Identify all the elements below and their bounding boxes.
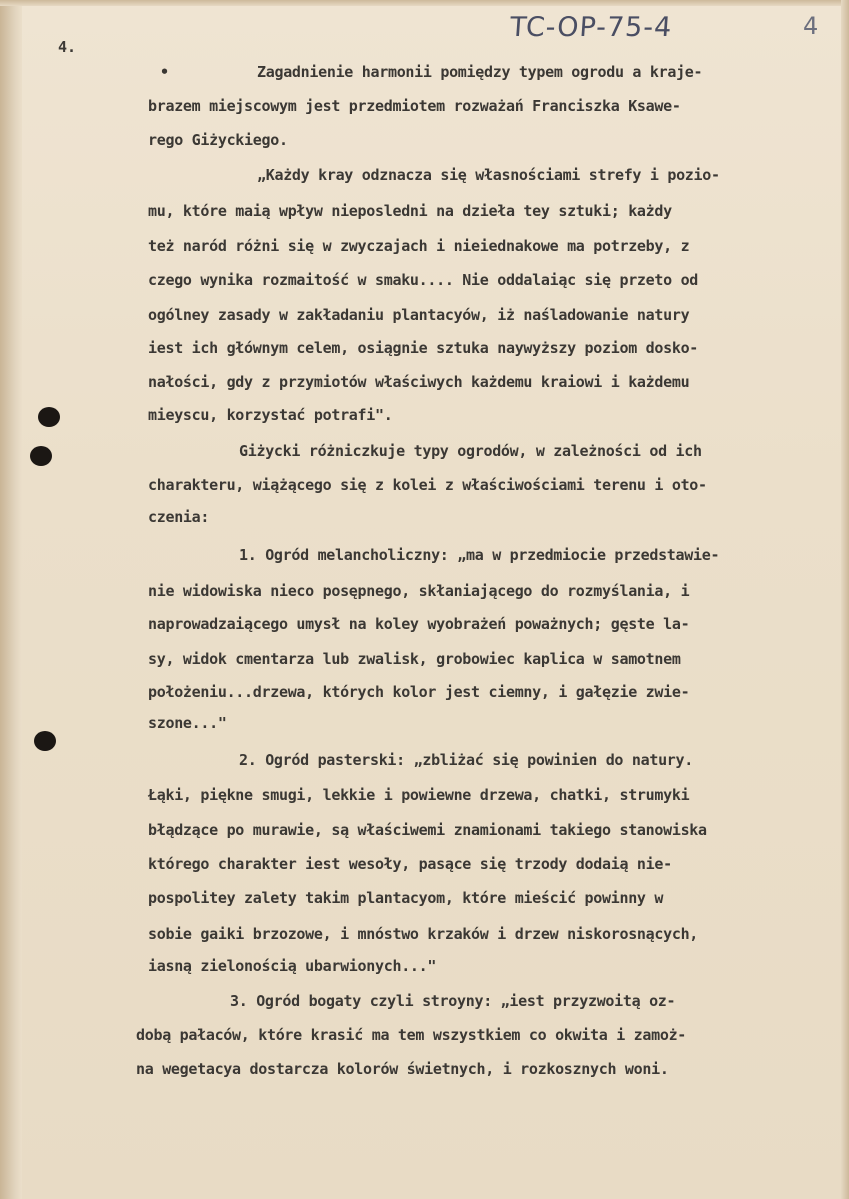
text-line: nałości, gdy z przymiotów właściwych każdemu kraiowi i każdemu	[148, 373, 690, 391]
text-line: ogólney zasady w zakładaniu plantacyów, iż naśladowanie natury	[148, 306, 690, 324]
text-line: brazem miejscowym jest przedmiotem rozważań Franciszka Ksawe-	[148, 97, 681, 115]
page-top-edge	[0, 0, 849, 6]
list-item-melancholic: 1. Ogród melancholiczny: „ma w przedmiocie przedstawie-	[239, 546, 720, 564]
text-line: naprowadzaiącego umysł na koley wyobrażeń poważnych; gęste la-	[148, 615, 690, 633]
text-line: szone..."	[148, 714, 227, 732]
punch-hole	[30, 446, 52, 466]
text-line: błądzące po murawie, są właściwemi znamionami takiego stanowiska	[148, 821, 707, 839]
text-line: na wegetacya dostarcza kolorów świetnych, i rozkosznych woni.	[136, 1060, 669, 1078]
text-line: „Każdy kray odznacza się własnościami strefy i pozio-	[257, 166, 720, 184]
text-line: iest ich głównym celem, osiągnie sztuka naywyższy poziom dosko-	[148, 339, 699, 357]
text-line: którego charakter iest wesoły, pasące się trzody dodaią nie-	[148, 855, 672, 873]
text-line: też naród różni się w zwyczajach i nieiednakowe ma potrzeby, z	[148, 237, 690, 255]
list-item-pastoral: 2. Ogród pasterski: „zbliżać się powinien do natury.	[239, 751, 694, 769]
list-item-rich: 3. Ogród bogaty czyli stroyny: „iest przyzwoitą oz-	[230, 992, 676, 1010]
text-line: pospolitey zalety takim plantacyom, które mieścić powinny w	[148, 889, 664, 907]
punch-hole	[38, 407, 60, 427]
text-line: Giżycki różniczkuje typy ogrodów, w zależności od ich	[239, 442, 702, 460]
text-line: mu, które maią wpływ nieposledni na dzieła tey sztuki; każdy	[148, 202, 672, 220]
text-line: czenia:	[148, 508, 210, 526]
sheet-number: 4.	[58, 38, 77, 56]
handwritten-page-number: 4	[803, 12, 819, 40]
page-left-edge	[0, 0, 22, 1199]
page-right-edge	[841, 0, 849, 1199]
text-line: dobą pałaców, które krasić ma tem wszystkiem co okwita i zamoż-	[136, 1026, 687, 1044]
punch-hole	[34, 731, 56, 751]
text-line: Zagadnienie harmonii pomiędzy typem ogrodu a kraje-	[257, 63, 703, 81]
text-line: położeniu...drzewa, których kolor jest ciemny, i gałęzie zwie-	[148, 683, 690, 701]
text-line: sobie gaiki brzozowe, i mnóstwo krzaków i drzew niskorosnących,	[148, 925, 699, 943]
text-line: iasną zielonością ubarwionych..."	[148, 957, 437, 975]
text-line: sy, widok cmentarza lub zwalisk, grobowiec kaplica w samotnem	[148, 650, 681, 668]
text-line: nie widowiska nieco posępnego, skłaniającego do rozmyślania, i	[148, 582, 690, 600]
text-line: mieyscu, korzystać potrafi".	[148, 406, 393, 424]
text-line: charakteru, wiążącego się z kolei z właściwościami terenu i oto-	[148, 476, 707, 494]
text-line: rego Giżyckiego.	[148, 131, 288, 149]
archive-signature: TC-OP-75-4	[508, 12, 674, 43]
text-line: czego wynika rozmaitość w smaku.... Nie oddalaiąc się przeto od	[148, 271, 699, 289]
bullet-mark: •	[160, 63, 170, 81]
text-line: Łąki, piękne smugi, lekkie i powiewne drzewa, chatki, strumyki	[148, 786, 690, 804]
